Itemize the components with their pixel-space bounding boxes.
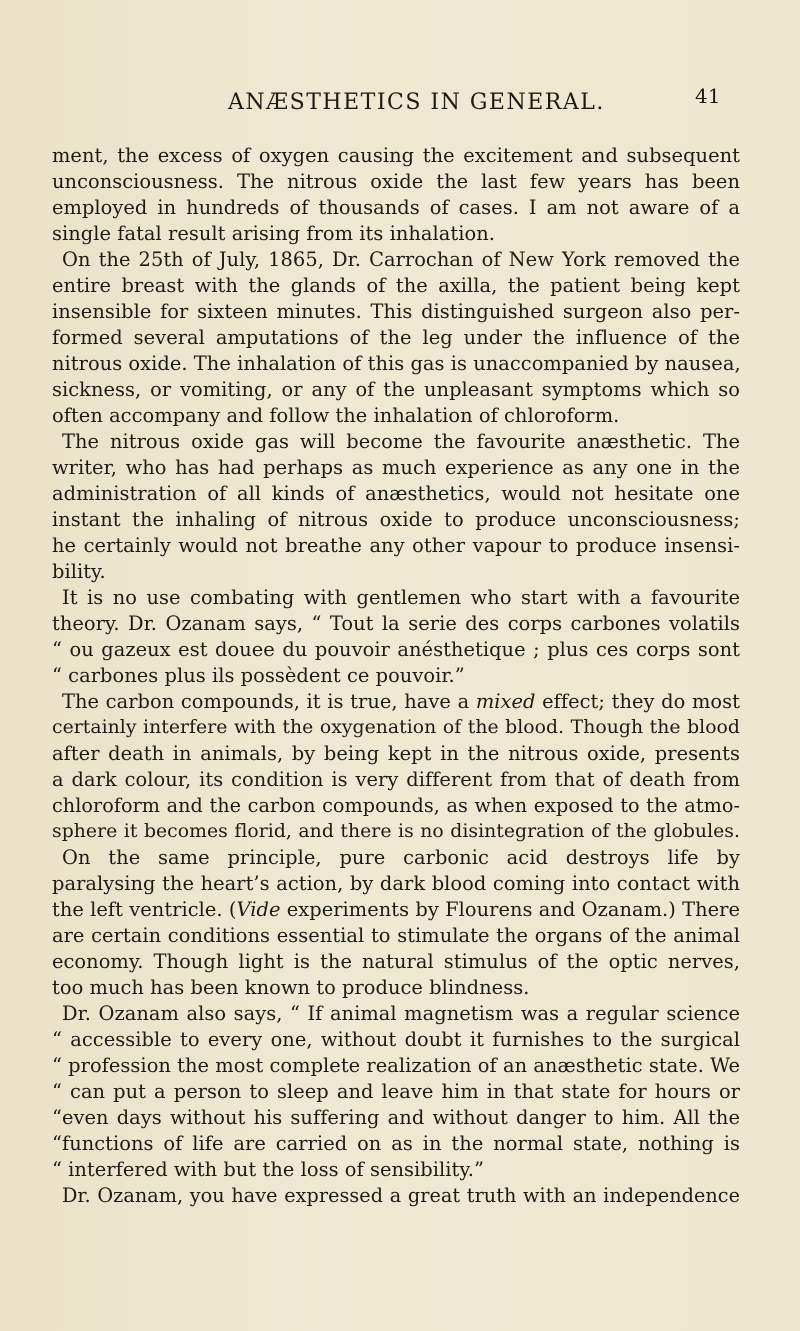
text-line: ment, the excess of oxygen causing the excitement and subsequent xyxy=(52,144,740,167)
text-line: “functions of life are carried on as in the normal state, nothing is xyxy=(52,1132,740,1155)
text-line: “ can put a person to sleep and leave him in that state for hours or xyxy=(52,1080,740,1103)
text-line: he certainly would not breathe any other vapour to produce insensi- xyxy=(52,534,740,557)
text-line: are certain conditions essential to stimulate the organs of the animal xyxy=(52,924,740,947)
text-line: “ ou gazeux est douee du pouvoir anésthetique ; plus ces corps sont xyxy=(52,638,740,661)
text-line: often accompany and follow the inhalation of chloroform. xyxy=(52,404,620,427)
text-line: On the same principle, pure carbonic acid destroys life by xyxy=(62,846,740,869)
text-line: On the 25th of July, 1865, Dr. Carrochan of New York removed the xyxy=(62,248,740,271)
text-line: It is no use combating with gentlemen who start with a favourite xyxy=(62,586,740,609)
page-number: 41 xyxy=(695,84,721,108)
text-line: “ profession the most complete realization of an anæsthetic state. We xyxy=(52,1054,741,1077)
text-line: employed in hundreds of thousands of cases. I am not aware of a xyxy=(52,196,740,219)
text-line: single fatal result arising from its inhalation. xyxy=(52,222,495,245)
text-line: “ accessible to every one, without doubt it furnishes to the surgical xyxy=(52,1028,740,1051)
text-line: Dr. Ozanam, you have expressed a great truth with an independence xyxy=(62,1184,740,1207)
text-line: nitrous oxide. The inhalation of this gas is unaccompanied by nausea, xyxy=(52,352,741,375)
text-line: entire breast with the glands of the axilla, the patient being kept xyxy=(52,274,740,297)
text-line: The nitrous oxide gas will become the favourite anæsthetic. The xyxy=(62,430,740,453)
text-line: economy. Though light is the natural stimulus of the optic nerves, xyxy=(52,950,740,973)
text-line: insensible for sixteen minutes. This distinguished surgeon also per- xyxy=(52,300,740,323)
text-line: a dark colour, its condition is very different from that of death from xyxy=(52,768,740,791)
text-line: Dr. Ozanam also says, “ If animal magnetism was a regular science xyxy=(62,1002,740,1025)
text-line: unconsciousness. The nitrous oxide the last few years has been xyxy=(52,170,740,193)
text-line: instant the inhaling of nitrous oxide to produce unconsciousness; xyxy=(52,508,740,531)
text-line: certainly interfere with the oxygenation of the blood. Though the blood xyxy=(52,717,740,738)
text-line: formed several amputations of the leg under the influence of the xyxy=(52,326,740,349)
text-line: sphere it becomes florid, and there is no disintegration of the globules. xyxy=(52,821,740,842)
text-line: The carbon compounds, it is true, have a mixed effect; they do most xyxy=(62,690,740,713)
text-line: chloroform and the carbon compounds, as when exposed to the atmo- xyxy=(52,794,740,817)
text-line: “ interfered with but the loss of sensibility.” xyxy=(52,1158,484,1181)
text-line: paralysing the heart’s action, by dark blood coming into contact with xyxy=(52,872,740,895)
text-line: the left ventricle. (Vide experiments by Flourens and Ozanam.) There xyxy=(52,898,741,921)
text-line: administration of all kinds of anæsthetics, would not hesitate one xyxy=(52,482,740,505)
text-line: writer, who has had perhaps as much experience as any one in the xyxy=(52,456,740,479)
running-title: ANÆSTHETICS IN GENERAL. xyxy=(228,90,605,115)
text-line: “even days without his suffering and without danger to him. All the xyxy=(52,1106,740,1129)
body-text xyxy=(52,143,740,1209)
running-head xyxy=(0,84,800,120)
text-line: “ carbones plus ils possèdent ce pouvoir.” xyxy=(52,664,465,687)
text-line: theory. Dr. Ozanam says, “ Tout la serie des corps carbones volatils xyxy=(52,612,740,635)
text-line: bility. xyxy=(52,560,106,583)
text-line: too much has been known to produce blindness. xyxy=(52,976,530,999)
text-line: sickness, or vomiting, or any of the unpleasant symptoms which so xyxy=(52,378,740,401)
text-line: after death in animals, by being kept in the nitrous oxide, presents xyxy=(52,742,740,765)
